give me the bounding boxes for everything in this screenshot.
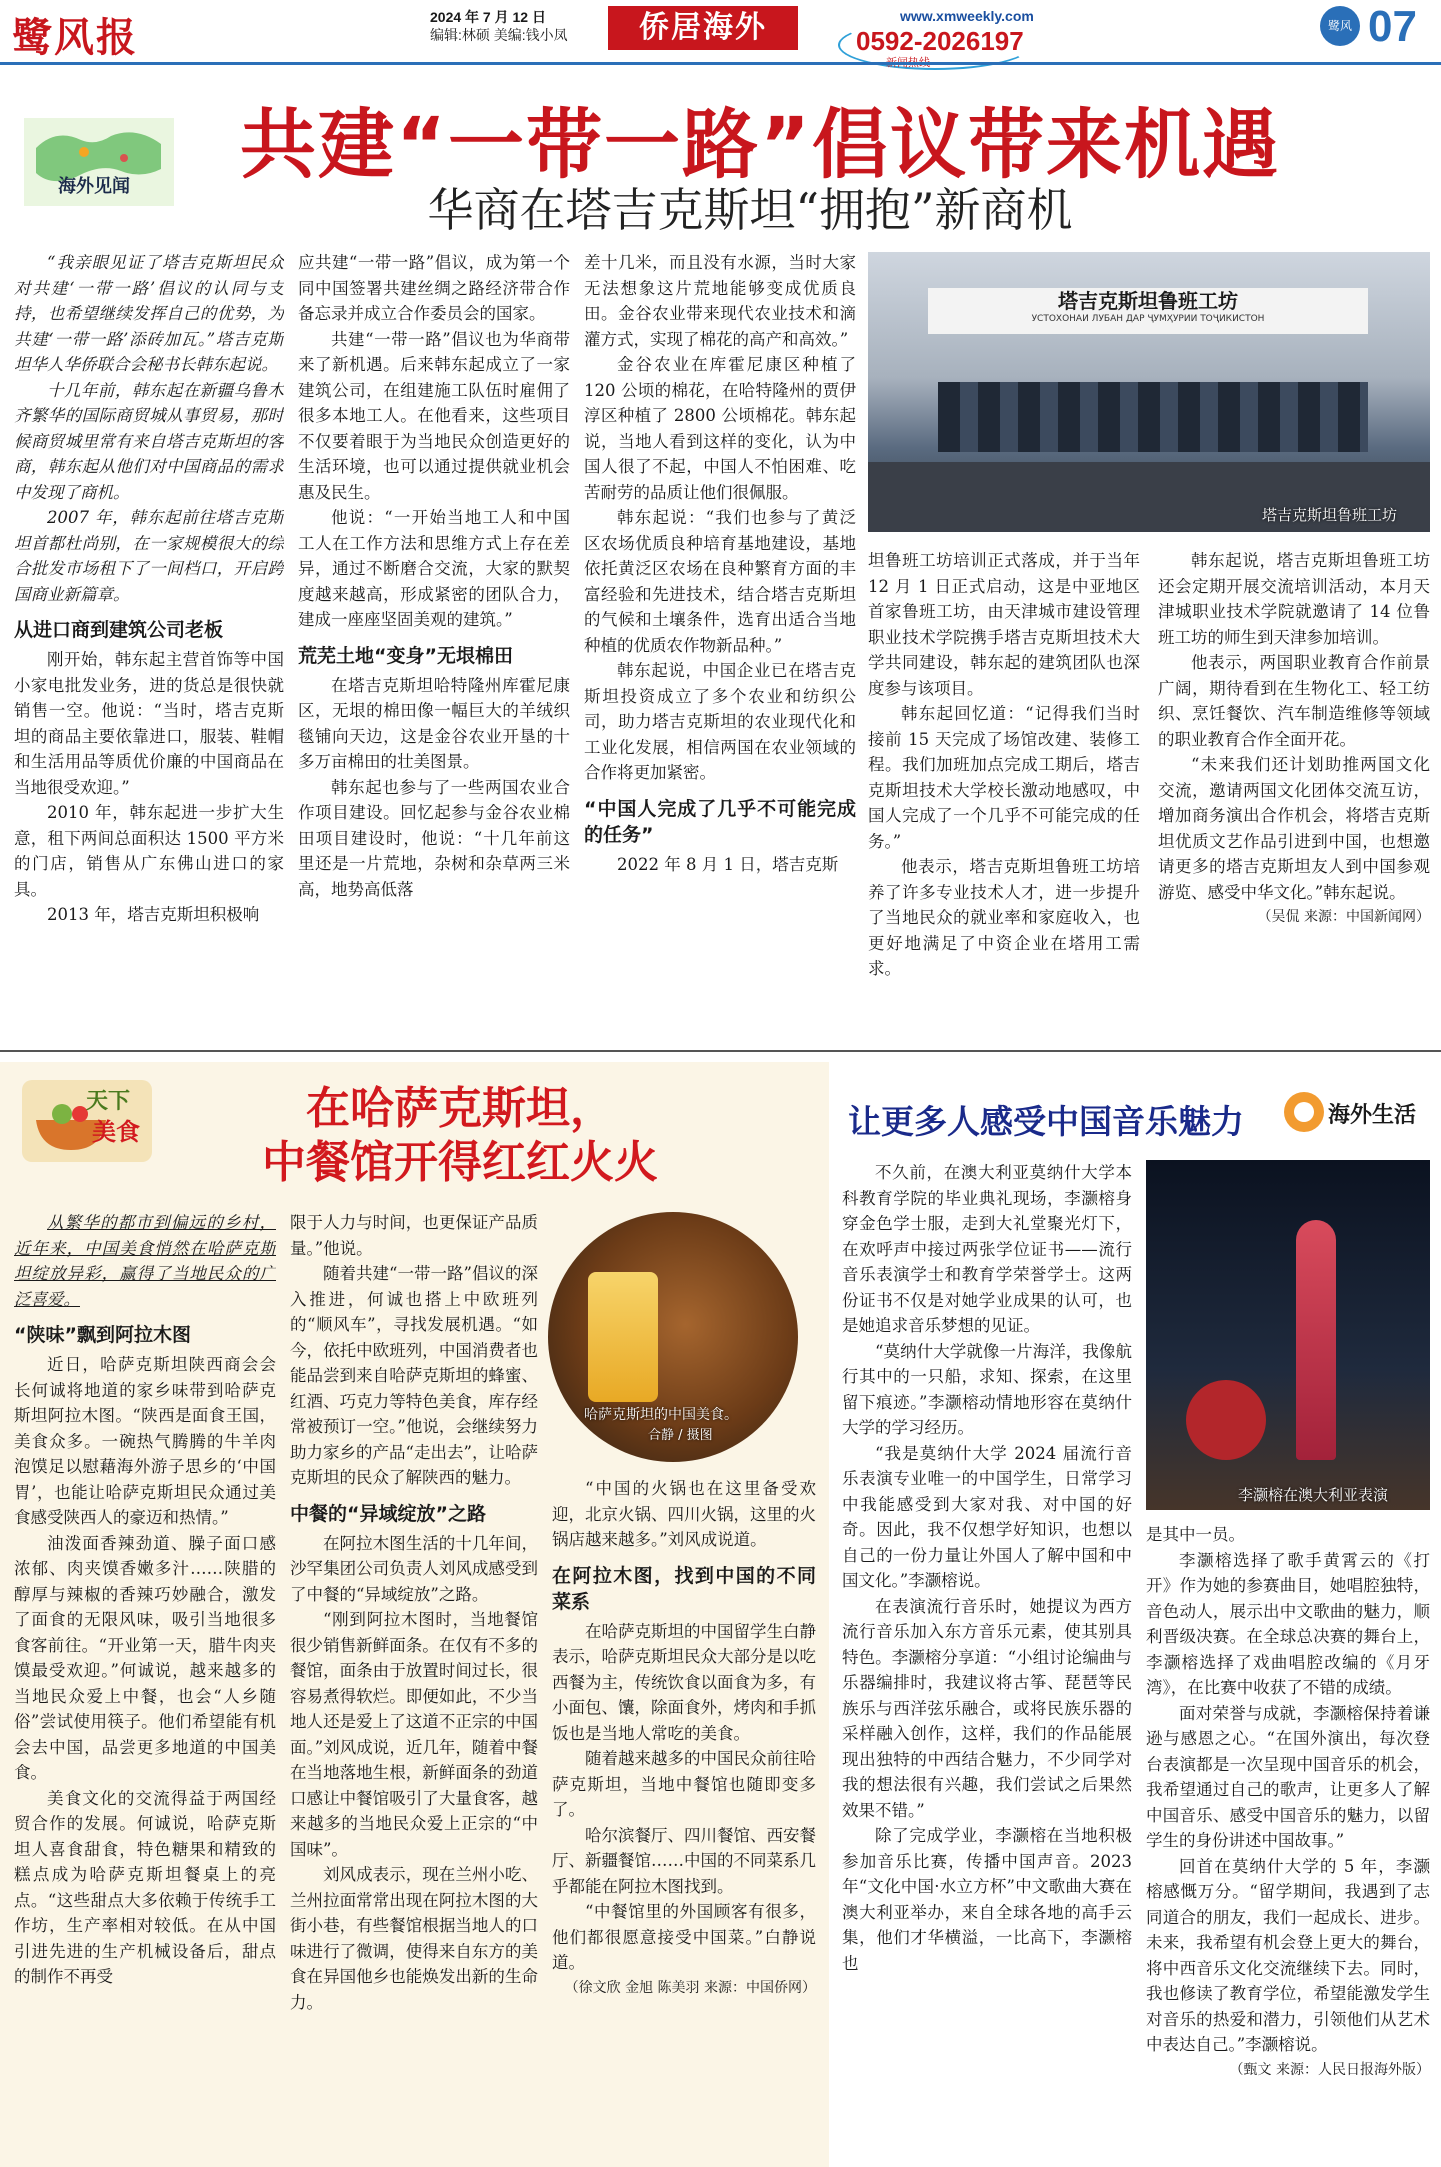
paragraph: 韩东起说，塔吉克斯坦鲁班工坊还会定期开展交流培训活动，本月天津城职业技术学院就邀请了 14 位鲁班工坊的师生到天津参加培训。 <box>1158 551 1430 647</box>
page-badge: 鹭风 <box>1320 6 1360 46</box>
website: www.xmweekly.com <box>900 8 1034 24</box>
paragraph: 韩东起也参与了一些两国农业合作项目建设。回忆起参与金谷农业棉田项目建设时，他说：“十几年前这里还是一片荒地，杂树和杂草两三米高，地势高低落 <box>298 777 570 899</box>
paragraph: 李灏榕选择了歌手黄霄云的《打开》作为她的参赛曲目，她唱腔独特，音色动人，展示出中文歌曲的魅力，顺利晋级决赛。在全球总决赛的舞台上，李灏榕选择了戏曲唱腔改编的《月牙湾》，在比赛中收获了不错的成绩。 <box>1146 1550 1430 1697</box>
story1-column-2 <box>298 250 570 1035</box>
paragraph: 在阿拉木图生活的十几年间，沙罕集团公司负责人刘风成感受到了中餐的“异域绽放”之路。 <box>290 1533 538 1604</box>
section-divider <box>0 1050 1441 1052</box>
paragraph: 近日，哈萨克斯坦陕西商会会长何诚将地道的家乡味带到哈萨克斯坦阿拉木图。“陕西是面食王国，美食众多。一碗热气腾腾的牛羊肉泡馍足以慰藉海外游子思乡的‘中国胃’，也能让哈萨克斯坦民众通过美食感受陕西人的豪迈和热情。” <box>14 1355 276 1527</box>
story1-column-4 <box>868 548 1140 1035</box>
headline-2-line-2: 中餐馆开得红红火火 <box>262 1137 658 1188</box>
subhead: 在阿拉木图，找到中国的不同菜系 <box>552 1564 816 1613</box>
drum <box>1186 1380 1266 1460</box>
paragraph: 2013 年，塔吉克斯坦积极响 <box>47 905 260 924</box>
paragraph: 他表示，两国职业教育合作前景广阔，期待看到在生物化工、轻工纺织、烹饪餐饮、汽车制造维修等领域的职业教育合作全面开花。 <box>1158 653 1430 749</box>
story2-column-3 <box>552 1476 816 2160</box>
paragraph: （徐文欣 金旭 陈美羽 来源：中国侨网） <box>564 1979 816 1996</box>
photo1-caption: 塔吉克斯坦鲁班工坊 <box>1262 506 1398 524</box>
paragraph: “未来我们还计划助推两国文化交流，邀请两国文化团体交流互访，增加商务演出合作机会，将塔吉克斯坦优质文艺作品引进到中国，也想邀请更多的塔吉克斯坦友人到中国参观游览、感受中华文化。”韩东起说。 <box>1158 755 1430 902</box>
headline-2-line-1: 在哈萨克斯坦， <box>306 1083 614 1134</box>
paragraph: 面对荣誉与成就，李灏榕保持着谦逊与感恩之心。“在国外演出，每次登台表演都是一次呈现中国音乐的机会，我希望通过自己的歌声，让更多人了解中国音乐、感受中国音乐的魅力，以留学生的身份讲述中国故事。” <box>1146 1703 1430 1850</box>
paragraph: 应共建“一带一路”倡议，成为第一个同中国签署共建丝绸之路经济带合作备忘录并成立合作委员会的国家。 <box>298 253 570 323</box>
paragraph: 2007 年，韩东起前往塔吉克斯坦首都杜尚别，在一家规模很大的综合批发市场租下了一间档口，开启跨国商业新篇章。 <box>14 508 284 604</box>
living-abroad-badge-icon <box>1282 1090 1326 1134</box>
paragraph: 他说：“一开始当地工人和中国工人在工作方法和思维方式上存在差异，通过不断磨合交流，大家的默契度越来越高，形成紧密的团队合力，建成一座座坚固美观的建筑。” <box>298 508 570 629</box>
paragraph: 他表示，塔吉克斯坦鲁班工坊培养了许多专业技术人才，进一步提升了当地民众的就业率和家庭收入，也更好地满足了中资企业在塔用工需求。 <box>868 857 1140 978</box>
food-photo <box>548 1212 798 1462</box>
paragraph: 哈尔滨餐厅、四川餐馆、西安餐厅、新疆餐馆……中国的不同菜系几乎都能在阿拉木图找到。 <box>552 1825 816 1896</box>
paragraph: （吴侃 来源：中国新闻网） <box>1257 909 1430 925</box>
paragraph: 油泼面香辣劲道、臊子面口感浓郁、肉夹馍香嫩多汁……陕腊的醇厚与辣椒的香辣巧妙融合，激发了面食的无限风味，吸引当地很多食客前往。“开业第一天，腊牛肉夹馍最受欢迎。”何诚说，越来越多的当地民众爱上中餐，也会“人乡随俗”尝试使用筷子。他们希望能有机会去中国，品尝更多地道的中国美食。 <box>14 1533 276 1782</box>
newspaper-logo: 鹭风报 <box>12 14 138 61</box>
masthead-rule <box>0 62 1441 65</box>
photo2-credit: 合静 / 摄图 <box>648 1428 713 1443</box>
page-number: 07 <box>1368 2 1417 51</box>
beer-glass <box>588 1272 658 1402</box>
paragraph: 2010 年，韩东起进一步扩大生意，租下两间总面积达 1500 平方米的门店，销售从广东佛山进口的家具。 <box>14 803 284 899</box>
living-abroad-badge-label: 海外生活 <box>1328 1103 1417 1128</box>
paragraph: 在表演流行音乐时，她提议为西方流行音乐加入东方音乐元素，使其别具特色。李灏榕分享道：“小组讨论编曲与乐器编排时，我建议将古筝、琵琶等民族乐与西洋弦乐融合，或将民族乐器的采样融入创作，这样，我们的作品能展现出独特的中西结合魅力，不少同学对我的想法很有兴趣，我们尝试之后果然效果不错。” <box>842 1596 1132 1820</box>
story2-column-1 <box>14 1210 276 2160</box>
food-badge-bottom: 美食 <box>92 1118 140 1146</box>
subhead: “中国人完成了几乎不可能完成的任务” <box>584 797 856 846</box>
paragraph: “中国的火锅也在这里备受欢迎，北京火锅、四川火锅，这里的火锅店越来越多。”刘风成说道。 <box>552 1479 816 1549</box>
subhead: 荒芜土地“变身”无垠棉田 <box>298 644 513 667</box>
subhead: 从进口商到建筑公司老板 <box>14 619 224 641</box>
world-badge-label: 海外见闻 <box>58 176 130 197</box>
paragraph: 是其中一员。 <box>1146 1525 1245 1544</box>
story3-column-2 <box>1146 1522 1430 2160</box>
audience-silhouettes <box>938 382 1368 452</box>
paragraph: 不久前，在澳大利亚莫纳什大学本科教育学院的毕业典礼现场，李灏榕身穿金色学士服，走到大礼堂聚光灯下，在欢呼声中接过两张学位证书——流行音乐表演学士和教育学荣誉学士。这两份证书不仅是对她学业成果的认可，也是她追求音乐梦想的见证。 <box>842 1163 1132 1335</box>
paragraph: 随着共建“一带一路”倡议的深入推进，何诚也搭上中欧班列的“顺风车”，寻找发展机遇。“如今，依托中欧班列，中国消费者也能品尝到来自哈萨克斯坦的蜂蜜、红酒、巧克力等特色美食，库存经常被预订一空。”他说，会继续努力助力家乡的产品“走出去”，让哈萨克斯坦的民众了解陕西的魅力。 <box>290 1264 538 1487</box>
paragraph: 美食文化的交流得益于两国经贸合作的发展。何诚说，哈萨克斯坦人喜食甜食，特色糖果和精致的糕点成为哈萨克斯坦餐桌上的亮点。“这些甜点大多依赖于传统手工作坊，生产率相对较低。在从中国引进先进的生产机械设备后，甜点的制作不再受 <box>14 1788 276 1986</box>
paragraph: 韩东起说，中国企业已在塔吉克斯坦投资成立了多个农业和纺织公司，助力塔吉克斯坦的农业现代化和工业化发展，相信两国在农业领域的合作将更加紧密。 <box>584 661 856 782</box>
paragraph: 从繁华的都市到偏远的乡村，近年来，中国美食悄然在哈萨克斯坦绽放异彩，赢得了当地民众的广泛喜爱。 <box>14 1213 276 1309</box>
paragraph: 2022 年 8 月 1 日，塔吉克斯 <box>617 854 839 874</box>
paragraph: “我是莫纳什大学 2024 届流行音乐表演专业唯一的中国学生，日常学习中我能感受到大家对我、对中国的好奇。因此，我不仅想学好知识，也想以自己的一份力量让外国人了解中国和中国文化。”李灏榕说。 <box>842 1443 1132 1590</box>
paragraph: 金谷农业在库霍尼康区种植了 120 公顷的棉花，在哈特隆州的贾伊淳区种植了 2800 公顷棉花。韩东起说，当地人看到这样的变化，认为中国人很了不起，中国人不怕困难、吃苦耐劳的品质让他们很佩服。 <box>584 355 856 502</box>
issue-date: 2024 年 7 月 12 日 <box>430 9 546 25</box>
paragraph: 在哈萨克斯坦的中国留学生白静表示，哈萨克斯坦民众大部分是以吃西餐为主，传统饮食以面食为多，有小面包、馕，除面食外，烤肉和手抓饭也是当地人常吃的美食。 <box>552 1621 816 1743</box>
story2-column-2 <box>290 1210 538 2160</box>
subhead: 中餐的“异域绽放”之路 <box>290 1502 486 1525</box>
subheadline-1: 华商在塔吉克斯坦“拥抱”新商机 <box>427 183 1073 237</box>
performance-photo <box>1146 1160 1430 1510</box>
editors: 编辑:林硕 美编:钱小凤 <box>430 27 568 43</box>
issue-info <box>430 8 568 44</box>
paragraph: 十几年前，韩东起在新疆乌鲁木齐繁华的国际商贸城从事贸易，那时候商贸城里常有来自塔吉克斯坦的客商，韩东起从他们对中国商品的需求中发现了商机。 <box>14 380 284 502</box>
paragraph: 除了完成学业，李灏榕在当地积极参加音乐比赛，传播中国声音。2023 年“文化中国·水立方杯”中文歌曲大赛在澳大利亚举办，来自全球各地的高手云集，他们才华横溢，一比高下，李灏榕也 <box>842 1826 1132 1973</box>
photo2-caption: 哈萨克斯坦的中国美食。 <box>584 1407 738 1423</box>
paragraph: “莫纳什大学就像一片海洋，我像航行其中的一只船，求知、探索，在这里留下痕迹。”李灏榕动情地形容在莫纳什大学的学习经历。 <box>842 1341 1132 1437</box>
paragraph: 共建“一带一路”倡议也为华商带来了新机遇。后来韩东起成立了一家建筑公司，在组建施工队伍时雇佣了很多本地工人。在他看来，这些项目不仅要着眼于为当地民众创造更好的生活环境，也可以通过提供就业机会惠及民生。 <box>298 329 570 502</box>
headline-3: 让更多人感受中国音乐魅力 <box>848 1102 1244 1141</box>
paragraph: 韩东起回忆道：“记得我们当时接前 15 天完成了场馆改建、装修工程。我们加班加点完成工期后，塔吉克斯坦技术大学校长激动地感叹，中国人完成了一个几乎不可能完成的任务。” <box>868 704 1140 851</box>
paragraph: 差十几米，而且没有水源，当时大家无法想象这片荒地能够变成优质良田。金谷农业带来现代农业技术和滴灌方式，实现了棉花的高产和高效。” <box>584 253 856 349</box>
performer-figure <box>1296 1220 1336 1460</box>
photo-sign-subtext: УСТОХОНАИ ЛУБАН ДАР ҶУМҲУРИИ ТОҶИКИСТОН <box>1031 314 1265 324</box>
paragraph: 在塔吉克斯坦哈特隆州库霍尼康区，无垠的棉田像一幅巨大的羊绒织毯铺向天边，这是金谷农业开垦的十多万亩棉田的壮美图景。 <box>298 675 570 771</box>
story3-column-1 <box>842 1160 1132 2160</box>
headline-1: 共建“一带一路”倡议带来机遇 <box>240 100 1280 189</box>
hotline-number: 0592-2026197 <box>856 26 1024 56</box>
paragraph: 坦鲁班工坊培训正式落成，并于当年 12 月 1 日正式启动，这是中亚地区首家鲁班工坊，由天津城市建设管理职业技术学院携手塔吉克斯坦技术大学共同建设，韩东起的建筑团队也深度参与该项目。 <box>868 551 1140 698</box>
paragraph: （甄文 来源：人民日报海外版） <box>1229 2061 1430 2078</box>
photo-sign-text: 塔吉克斯坦鲁班工坊 <box>1058 289 1238 313</box>
paragraph: 刚开始，韩东起主营首饰等中国小家电批发业务，进的货总是很快就销售一空。他说：“当时，塔吉克斯坦的商品主要依靠进口，服装、鞋帽和生活用品等质优价廉的中国商品在当地很受欢迎。” <box>14 650 284 797</box>
paragraph: 随着越来越多的中国民众前往哈萨克斯坦，当地中餐馆也随即变多了。 <box>552 1749 816 1819</box>
food-badge-top: 天下 <box>86 1089 131 1114</box>
photo3-caption: 李灏榕在澳大利亚表演 <box>1238 1486 1389 1504</box>
paragraph: 回首在莫纳什大学的 5 年，李灏榕感慨万分。“留学期间，我遇到了志同道合的朋友，我们一起成长、进步。未来，我希望有机会登上更大的舞台，将中西音乐文化交流继续下去。同时，我也修读了教育学位，希望能激发学生对音乐的热爱和潜力，引领他们从艺术中表达自己。”李灏榕说。 <box>1146 1856 1430 2054</box>
luban-workshop-photo <box>868 252 1430 532</box>
subhead: “陕味”飘到阿拉木图 <box>14 1324 191 1346</box>
paragraph: 韩东起说：“我们也参与了黄泛区农场优质良种培育基地建设，基地依托黄泛区农场在良种繁育方面的丰富经验和先进技术，结合塔吉克斯坦的气候和土壤条件，选育出适合当地种植的优质农作物新品种。” <box>584 508 856 655</box>
paragraph: 刘风成表示，现在兰州小吃、兰州拉面常常出现在阿拉木图的大街小巷，有些餐馆根据当地人的口味进行了微调，使得来自东方的美食在异国他乡也能焕发出新的生命力。 <box>290 1865 538 2012</box>
section-title: 侨居海外 <box>608 6 798 50</box>
story1-column-5 <box>1158 548 1430 1035</box>
story1-column-3 <box>584 250 856 1035</box>
paragraph: 限于人力与时间，也更保证产品质量。”他说。 <box>290 1213 538 1258</box>
paragraph: “中餐馆里的外国顾客有很多，他们都很愿意接受中国菜。”白静说道。 <box>552 1902 816 1972</box>
paragraph: “我亲眼见证了塔吉克斯坦民众对共建‘一带一路’倡议的认同与支持，也希望继续发挥自己的优势，为共建‘一带一路’添砖加瓦。”塔吉克斯坦华人华侨联合会秘书长韩东起说。 <box>14 253 284 374</box>
paragraph: “刚到阿拉木图时，当地餐馆很少销售新鲜面条。在仅有不多的餐馆，面条由于放置时间过长，很容易煮得软烂。即便如此，不少当地人还是爱上了这道不正宗的中国面。”刘风成说，近几年，随着中餐在当地落地生根，新鲜面条的劲道口感让中餐馆吸引了大量食客，越来越多的当地民众爱上正宗的“中国味”。 <box>290 1610 538 1859</box>
story1-column-1 <box>14 250 284 1035</box>
